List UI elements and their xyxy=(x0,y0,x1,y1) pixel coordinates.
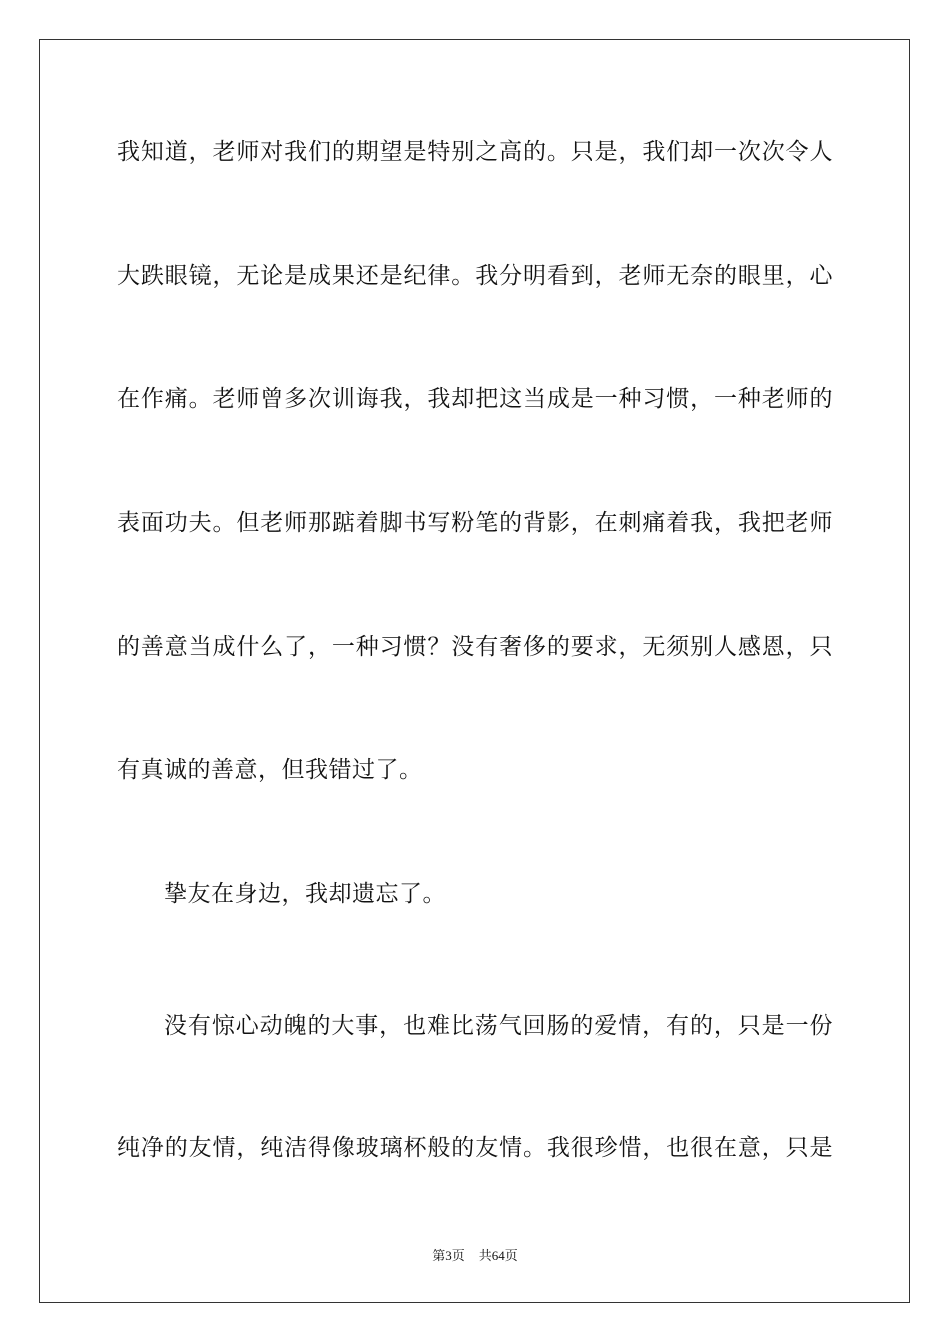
paragraph-line: 表面功夫。但老师那踮着脚书写粉笔的背影，在刺痛着我，我把老师 xyxy=(117,510,833,536)
paragraph-line: 的善意当成什么了，一种习惯？没有奢侈的要求，无须别人感恩，只 xyxy=(117,634,833,660)
paragraph-line: 我知道，老师对我们的期望是特别之高的。只是，我们却一次次令人 xyxy=(117,139,833,165)
paragraph-line: 没有惊心动魄的大事，也难比荡气回肠的爱情，有的，只是一份 xyxy=(164,1013,833,1039)
page-footer xyxy=(0,1247,950,1265)
paragraph-line: 有真诚的善意，但我错过了。 xyxy=(117,757,423,783)
paragraph-line: 挚友在身边，我却遗忘了。 xyxy=(164,881,446,907)
paragraph-line: 在作痛。老师曾多次训诲我，我却把这当成是一种习惯，一种老师的 xyxy=(117,386,833,412)
page-border xyxy=(39,39,910,1303)
page-number: 第3页 xyxy=(432,1248,465,1263)
paragraph-line: 大跌眼镜，无论是成果还是纪律。我分明看到，老师无奈的眼里，心 xyxy=(117,263,833,289)
total-pages: 共64页 xyxy=(478,1248,518,1263)
paragraph-line: 纯净的友情，纯洁得像玻璃杯般的友情。我很珍惜，也很在意，只是 xyxy=(117,1135,833,1161)
